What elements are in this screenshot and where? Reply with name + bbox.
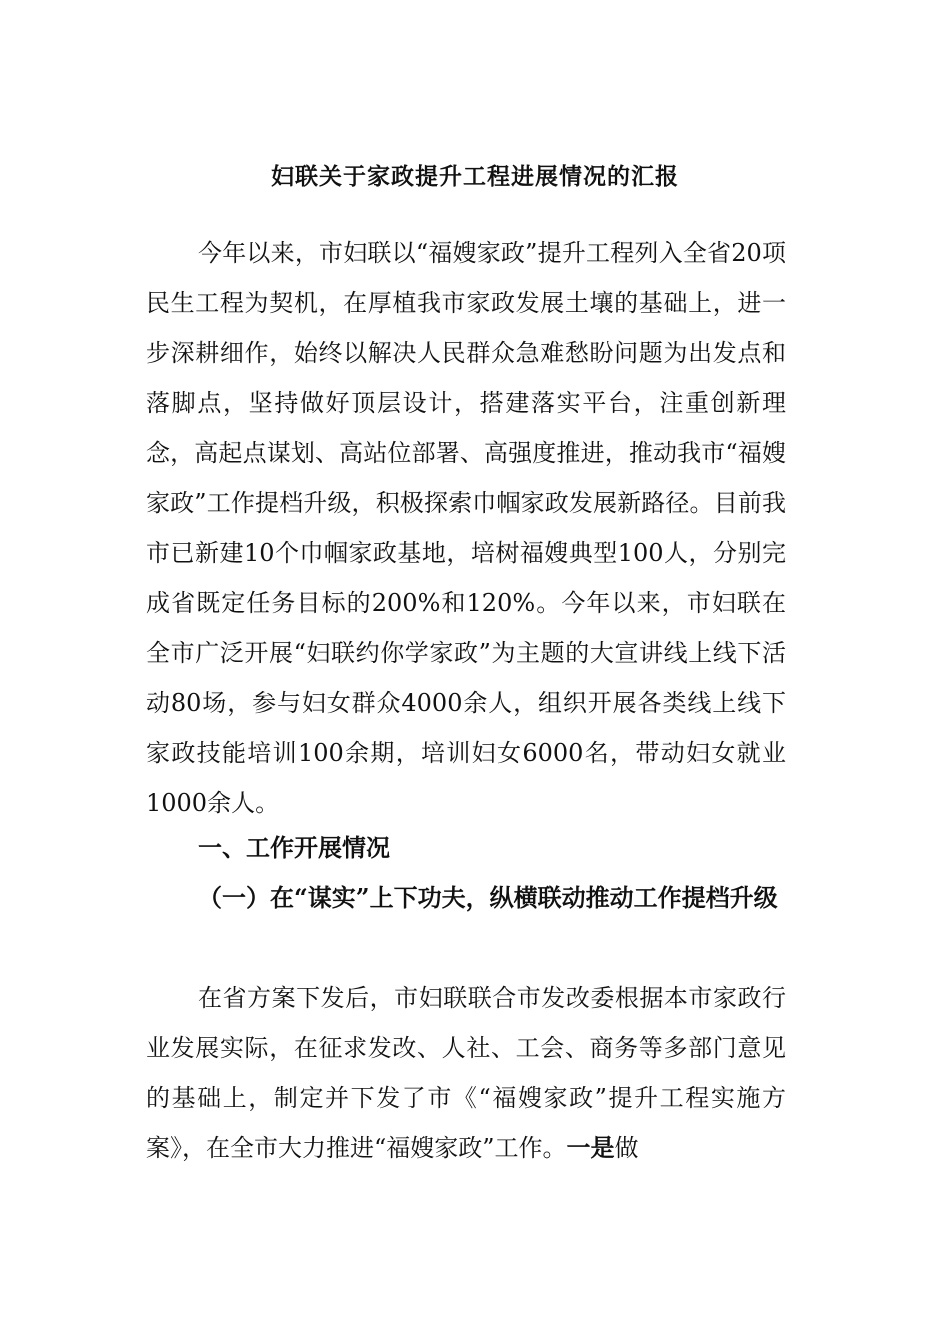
subsection-heading: （一）在“谋实”上下功夫，纵横联动推动工作提档升级 — [198, 883, 778, 912]
body-paragraph-tail: 做 — [614, 1134, 639, 1162]
section-heading: 一、工作开展情况 — [198, 833, 390, 862]
emphasis-text: 一是 — [566, 1133, 615, 1162]
document-title: 妇联关于家政提升工程进展情况的汇报 — [271, 163, 679, 190]
body-paragraph — [146, 973, 786, 1173]
intro-paragraph: 今年以来，市妇联以“福嫂家政”提升工程列入全省20项民生工程为契机，在厚植我市家政发展土壤的基础上，进一步深耕细作，始终以解决人民群众急难愁盼问题为出发点和落脚点，坚持做好顶层设计，搭建落实平台，注重创新理念，高起点谋划、高站位部署、高强度推进，推动我市“福嫂家政”工作提档升级，积极探索巾帼家政发展新路径。目前我市已新建10个巾帼家政基地，培树福嫂典型100人，分别完成省既定任务目标的200%和120%。今年以来，市妇联在全市广泛开展“妇联约你学家政”为主题的大宣讲线上线下活动80场，参与妇女群众4000余人，组织开展各类线上线下家政技能培训100余期，培训妇女6000名，带动妇女就业1000余人。 — [146, 239, 786, 817]
body-paragraph-text: 在省方案下发后，市妇联联合市发改委根据本市家政行业发展实际，在征求发改、人社、工会、商务等多部门意见的基础上，制定并下发了市《“福嫂家政”提升工程实施方案》，在全市大力推进“福嫂家政”工作。 — [146, 984, 786, 1162]
